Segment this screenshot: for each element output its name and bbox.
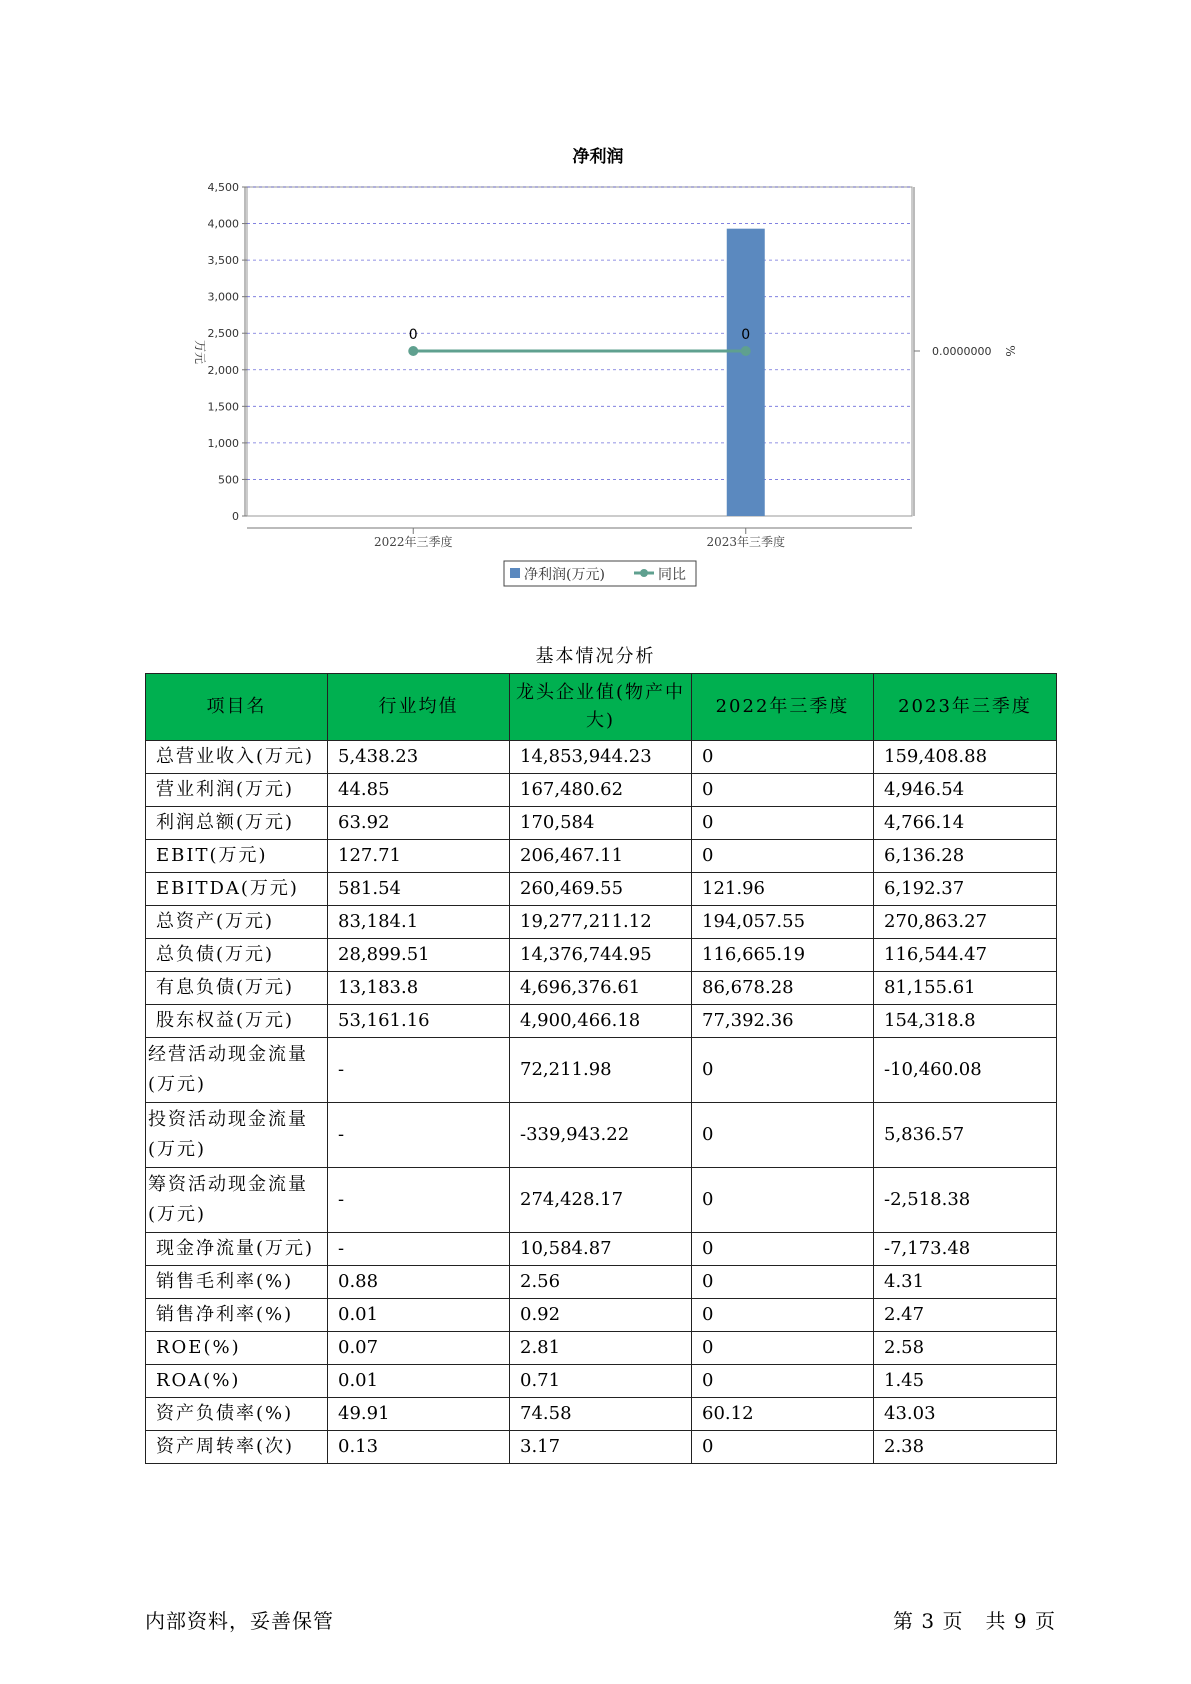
table-cell: 60.12 xyxy=(692,1398,874,1431)
row-label: 利润总额(万元) xyxy=(146,807,328,840)
table-cell: 4,900,466.18 xyxy=(510,1005,692,1038)
table-cell: 116,544.47 xyxy=(874,939,1057,972)
table-cell: 81,155.61 xyxy=(874,972,1057,1005)
table-cell: 19,277,211.12 xyxy=(510,906,692,939)
table-cell: 4,946.54 xyxy=(874,774,1057,807)
row-label: 股东权益(万元) xyxy=(146,1005,328,1038)
legend-swatch-bar xyxy=(510,568,520,578)
table-cell: 0 xyxy=(692,1103,874,1168)
table-cell: 0.71 xyxy=(510,1365,692,1398)
legend-swatch-point xyxy=(640,569,648,577)
table-cell: 63.92 xyxy=(328,807,510,840)
x-tick-label: 2022年三季度 xyxy=(373,535,453,549)
row-label: 销售毛利率(%) xyxy=(146,1266,328,1299)
table-row xyxy=(146,1266,1057,1299)
row-label: 现金净流量(万元) xyxy=(146,1233,328,1266)
line-data-label: 0 xyxy=(741,327,751,343)
y-tick-label: 500 xyxy=(218,473,239,487)
table-cell: - xyxy=(328,1233,510,1266)
table-cell: 121.96 xyxy=(692,873,874,906)
table-row xyxy=(146,1299,1057,1332)
table-cell: 0 xyxy=(692,1365,874,1398)
table-row xyxy=(146,840,1057,873)
row-label: ROE(%) xyxy=(146,1332,328,1365)
table-cell: 0.13 xyxy=(328,1431,510,1464)
header-2023-q3: 2023年三季度 xyxy=(874,674,1057,741)
table-cell: 13,183.8 xyxy=(328,972,510,1005)
table-row xyxy=(146,1103,1057,1168)
net-profit-chart xyxy=(0,0,1191,600)
table-cell: - xyxy=(328,1038,510,1103)
table-row xyxy=(146,1365,1057,1398)
table-row xyxy=(146,1168,1057,1233)
table-cell: 77,392.36 xyxy=(692,1005,874,1038)
x-tick-label: 2023年三季度 xyxy=(706,535,786,549)
table-header-row xyxy=(146,674,1057,741)
table-cell: 0 xyxy=(692,741,874,774)
table-cell: 14,853,944.23 xyxy=(510,741,692,774)
y-tick-label: 4,000 xyxy=(207,217,239,231)
table-cell: 170,584 xyxy=(510,807,692,840)
table-cell: 2.56 xyxy=(510,1266,692,1299)
row-label: 营业利润(万元) xyxy=(146,774,328,807)
table-cell: 260,469.55 xyxy=(510,873,692,906)
table-cell: 5,438.23 xyxy=(328,741,510,774)
table-row xyxy=(146,906,1057,939)
table-cell: 72,211.98 xyxy=(510,1038,692,1103)
row-label: 经营活动现金流量(万元) xyxy=(146,1038,328,1103)
table-cell: 0 xyxy=(692,1299,874,1332)
table-cell: 0.92 xyxy=(510,1299,692,1332)
table-cell: 6,192.37 xyxy=(874,873,1057,906)
y-axis-label: 万元 xyxy=(193,339,207,365)
table-cell: -7,173.48 xyxy=(874,1233,1057,1266)
header-2022-q3: 2022年三季度 xyxy=(692,674,874,741)
y-tick-label: 3,000 xyxy=(207,290,239,304)
table-cell: 2.38 xyxy=(874,1431,1057,1464)
header-item-name: 项目名 xyxy=(146,674,328,741)
row-label: 筹资活动现金流量(万元) xyxy=(146,1168,328,1233)
y-tick-label: 2,000 xyxy=(207,363,239,377)
table-cell: 0 xyxy=(692,840,874,873)
y-tick-label: 3,500 xyxy=(207,254,239,268)
table-row xyxy=(146,741,1057,774)
table-cell: 1.45 xyxy=(874,1365,1057,1398)
y-tick-label: 1,000 xyxy=(207,436,239,450)
table-cell: 44.85 xyxy=(328,774,510,807)
table-cell: 74.58 xyxy=(510,1398,692,1431)
table-row xyxy=(146,873,1057,906)
table-row xyxy=(146,1005,1057,1038)
table-cell: 0 xyxy=(692,1038,874,1103)
table-cell: 116,665.19 xyxy=(692,939,874,972)
y-tick-label: 0 xyxy=(232,510,239,523)
table-cell: 49.91 xyxy=(328,1398,510,1431)
row-label: EBIT(万元) xyxy=(146,840,328,873)
table-cell: 0 xyxy=(692,1431,874,1464)
table-row xyxy=(146,1398,1057,1431)
y-tick-label: 2,500 xyxy=(207,327,239,341)
table-cell: 0.88 xyxy=(328,1266,510,1299)
y-tick-label: 1,500 xyxy=(207,400,239,414)
y2-tick-label: 0.0000000 xyxy=(932,345,992,358)
table-cell: 270,863.27 xyxy=(874,906,1057,939)
row-label: 有息负债(万元) xyxy=(146,972,328,1005)
row-label: EBITDA(万元) xyxy=(146,873,328,906)
header-leader-value: 龙头企业值(物产中大) xyxy=(510,674,692,741)
bar-net-profit xyxy=(727,229,765,516)
table-cell: 0.01 xyxy=(328,1365,510,1398)
table-cell: 159,408.88 xyxy=(874,741,1057,774)
table-cell: 0 xyxy=(692,774,874,807)
table-cell: 83,184.1 xyxy=(328,906,510,939)
table-row xyxy=(146,1332,1057,1365)
table-cell: - xyxy=(328,1103,510,1168)
line-point xyxy=(741,346,751,356)
table-row xyxy=(146,1431,1057,1464)
table-row xyxy=(146,807,1057,840)
y2-axis-label: % xyxy=(1003,345,1017,357)
row-label: 资产周转率(次) xyxy=(146,1431,328,1464)
table-title: 基本情况分析 xyxy=(535,646,656,667)
legend-label-yoy: 同比 xyxy=(658,567,686,583)
table-cell: 10,584.87 xyxy=(510,1233,692,1266)
row-label: 资产负债率(%) xyxy=(146,1398,328,1431)
table-cell: 2.81 xyxy=(510,1332,692,1365)
table-cell: 0 xyxy=(692,1168,874,1233)
table-cell: 2.58 xyxy=(874,1332,1057,1365)
row-label: 投资活动现金流量(万元) xyxy=(146,1103,328,1168)
table-cell: 4,696,376.61 xyxy=(510,972,692,1005)
chart-title: 净利润 xyxy=(572,147,624,167)
table-cell: - xyxy=(328,1168,510,1233)
table-cell: 43.03 xyxy=(874,1398,1057,1431)
row-label: 总营业收入(万元) xyxy=(146,741,328,774)
table-cell: 167,480.62 xyxy=(510,774,692,807)
table-cell: 0 xyxy=(692,1266,874,1299)
legend-label-net-profit: 净利润(万元) xyxy=(524,567,605,583)
table-cell: 5,836.57 xyxy=(874,1103,1057,1168)
row-label: 总负债(万元) xyxy=(146,939,328,972)
table-cell: 6,136.28 xyxy=(874,840,1057,873)
table-row xyxy=(146,774,1057,807)
table-cell: 2.47 xyxy=(874,1299,1057,1332)
table-cell: 0 xyxy=(692,1233,874,1266)
line-data-label: 0 xyxy=(408,327,418,343)
table-cell: 86,678.28 xyxy=(692,972,874,1005)
table-cell: 14,376,744.95 xyxy=(510,939,692,972)
table-cell: 206,467.11 xyxy=(510,840,692,873)
table-cell: 0 xyxy=(692,807,874,840)
table-cell: 4.31 xyxy=(874,1266,1057,1299)
table-cell: 53,161.16 xyxy=(328,1005,510,1038)
line-point xyxy=(408,346,418,356)
table-cell: 28,899.51 xyxy=(328,939,510,972)
header-industry-avg: 行业均值 xyxy=(328,674,510,741)
table-cell: 0 xyxy=(692,1332,874,1365)
basic-analysis-table xyxy=(145,673,1057,1464)
y-tick-label: 4,500 xyxy=(207,181,239,194)
table-cell: 0.01 xyxy=(328,1299,510,1332)
table-cell: 154,318.8 xyxy=(874,1005,1057,1038)
table-cell: 581.54 xyxy=(328,873,510,906)
table-cell: 3.17 xyxy=(510,1431,692,1464)
table-cell: 127.71 xyxy=(328,840,510,873)
table-cell: -10,460.08 xyxy=(874,1038,1057,1103)
footer-page-number: 第 3 页 共 9 页 xyxy=(893,1609,1056,1633)
table-row xyxy=(146,972,1057,1005)
row-label: ROA(%) xyxy=(146,1365,328,1398)
table-row xyxy=(146,1038,1057,1103)
row-label: 总资产(万元) xyxy=(146,906,328,939)
footer-confidential-note: 内部资料，妥善保管 xyxy=(145,1609,334,1633)
table-body xyxy=(146,741,1057,1464)
table-row xyxy=(146,939,1057,972)
table-cell: 0.07 xyxy=(328,1332,510,1365)
table-row xyxy=(146,1233,1057,1266)
table-cell: -339,943.22 xyxy=(510,1103,692,1168)
table-cell: -2,518.38 xyxy=(874,1168,1057,1233)
table-cell: 194,057.55 xyxy=(692,906,874,939)
row-label: 销售净利率(%) xyxy=(146,1299,328,1332)
table-cell: 274,428.17 xyxy=(510,1168,692,1233)
table-cell: 4,766.14 xyxy=(874,807,1057,840)
